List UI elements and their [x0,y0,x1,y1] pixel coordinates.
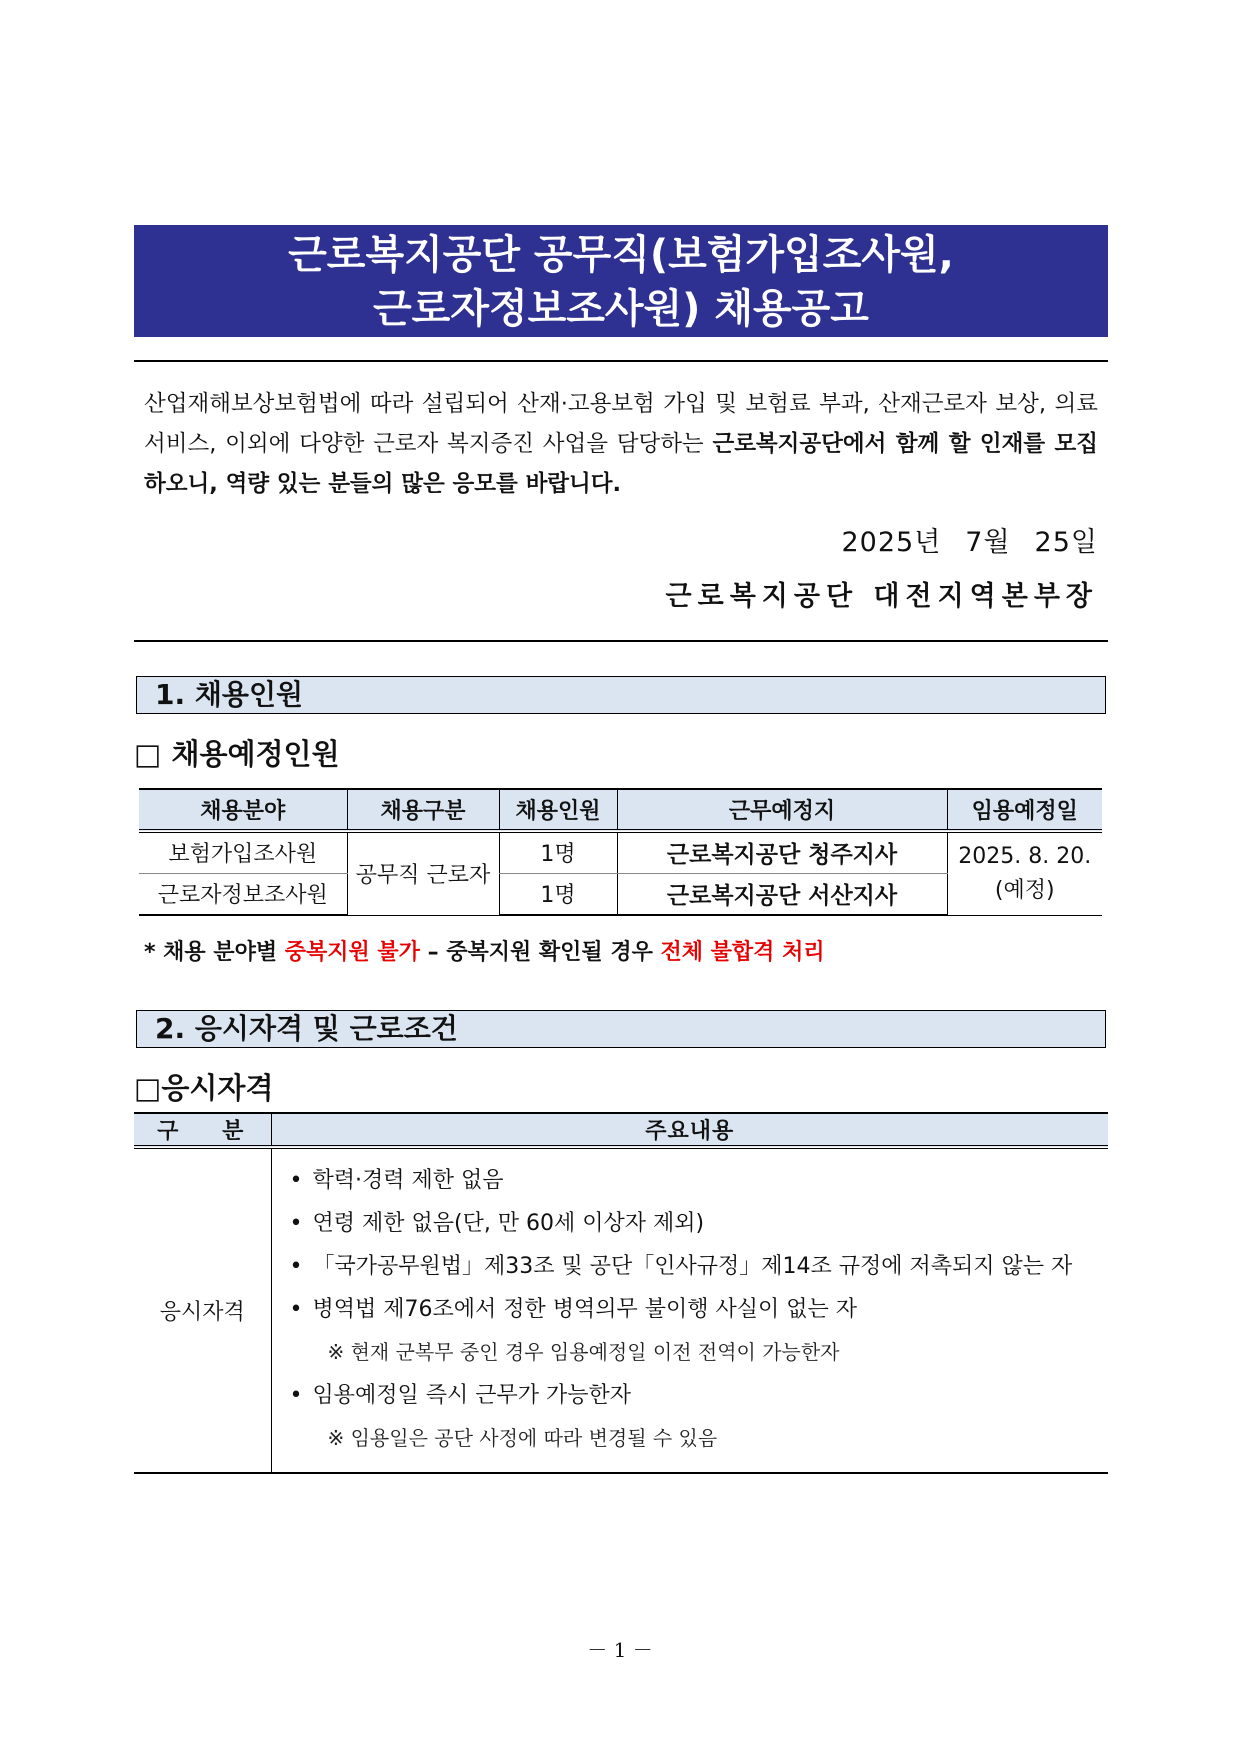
divider-bottom [134,640,1108,642]
title-line-2: 근로자정보조사원) 채용공고 [373,286,869,332]
header-start-date: 임용예정일 [947,789,1102,831]
list-item: • 병역법 제76조에서 정한 병역의무 불이행 사실이 없는 자 [290,1288,1109,1331]
row-label: 응시자격 [134,1147,271,1473]
header-count: 채용인원 [499,789,617,831]
cell-location: 근로복지공단 서산지사 [617,873,947,915]
cell-count: 1명 [499,873,617,915]
issuer: 근로복지공단 대전지역본부장 [665,581,1098,612]
title-line-1: 근로복지공단 공무직(보험가입조사원, [288,232,954,278]
note-warning-2: 전체 불합격 처리 [660,940,825,965]
header-content: 주요내용 [271,1113,1108,1147]
list-item: • 「국가공무원법」제33조 및 공단「인사규정」제14조 규정에 저촉되지 않는 자 [290,1245,1109,1288]
cell-field: 보험가입조사원 [139,831,347,873]
table-row [134,1147,1108,1473]
cell-count: 1명 [499,831,617,873]
note-warning-1: 중복지원 불가 [284,940,420,965]
list-item: • 연령 제한 없음(단, 만 60세 이상자 제외) [290,1202,1109,1245]
header-location: 근무예정지 [617,789,947,831]
page-number: － 1 － [587,1638,653,1662]
date-month: 7월 [965,527,1011,558]
date-year: 2025년 [841,527,942,558]
qualification-list [272,1149,1109,1472]
intro-text-bold: 근로복지공단에서 함께 할 인재를 모집하오니, 역량 있는 분들의 많은 응모를 바랍니다. [144,431,1099,497]
cell-type: 공무직 근로자 [347,831,499,915]
header-field: 채용분야 [139,789,347,831]
header-category: 구 분 [134,1113,271,1147]
cell-location: 근로복지공단 청주지사 [617,831,947,873]
list-item: • 임용예정일 즉시 근무가 가능한자 [290,1374,1109,1417]
divider-top [134,360,1108,362]
section-2-subheading: □응시자격 [134,1071,274,1105]
list-note: ※ 현재 군복무 중인 경우 임용예정일 이전 전역이 가능한자 [327,1340,840,1364]
header-type: 채용구분 [347,789,499,831]
list-note: ※ 임용일은 공단 사정에 따라 변경될 수 있음 [327,1426,718,1450]
section-2-heading: 2. 응시자격 및 근로조건 [136,1010,1106,1048]
announcement-date [841,520,1098,559]
duplicate-application-note [144,935,825,966]
recruitment-table [139,788,1102,916]
qualification-list-cell [271,1147,1108,1473]
note-text-1: * 채용 분야별 [144,940,285,965]
start-date-note: (예정) [994,877,1055,903]
cell-field: 근로자정보조사원 [139,873,347,915]
qualification-table [134,1112,1108,1474]
table-header-row [134,1113,1108,1147]
table-header-row [139,789,1102,831]
date-day: 25일 [1034,527,1098,558]
start-date: 2025. 8. 20. [958,843,1092,869]
table-row [139,831,1102,873]
cell-start-date [947,831,1102,915]
title-banner [134,225,1108,337]
list-item: • 학력·경력 제한 없음 [290,1159,1109,1202]
section-1-subheading: □ 채용예정인원 [134,737,340,771]
section-1-heading: 1. 채용인원 [136,676,1106,714]
note-text-2: – 중복지원 확인될 경우 [419,940,661,965]
intro-paragraph [144,384,1098,504]
intro-text: 산업재해보상보험법에 따라 설립되어 산재·고용보험 가입 및 보험료 부과, 산재근로자 보상, 의료서비스, 이외에 다양한 근로자 복지증진 사업을 담당하는 [144,391,1098,457]
